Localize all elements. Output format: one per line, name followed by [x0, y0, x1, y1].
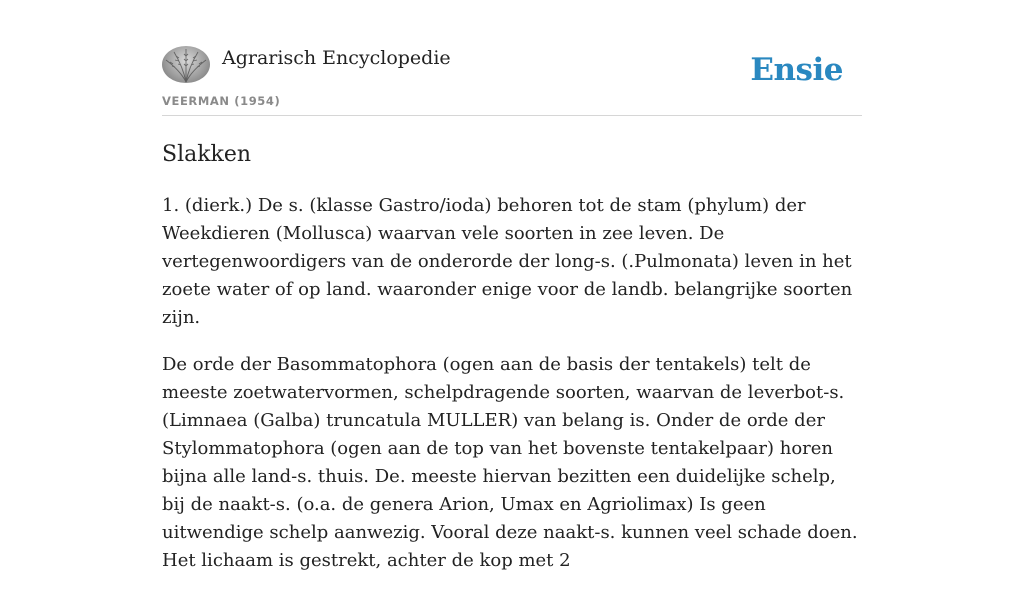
- source-subtitle: VEERMAN (1954): [162, 94, 281, 108]
- article-body: [162, 192, 862, 594]
- article-paragraph-1: 1. (dierk.) De s. (klasse Gastro/ioda) behoren tot de stam (phylum) der Weekdieren (Mollusca) waarvan vele soorten in zee leven. De vertegenwoordigers van de onderorde der long-s. (.Pulmonata) leven in het zoete water of op land. waaronder enige voor de landb. belangrijke soorten zijn.: [162, 195, 853, 328]
- source-title[interactable]: Agrarisch Encyclopedie: [222, 47, 451, 69]
- article-title: Slakken: [162, 142, 252, 167]
- article-paragraph-2: De orde der Basommatophora (ogen aan de basis der tentakels) telt de meeste zoetwatervormen, schelpdragende soorten, waarvan de leverbot-s. (Limnaea (Galba) truncatula MULLER) van belang is. Onder de orde der Stylommatophora (ogen aan de top van het bovenste tentakelpaar) horen bijna alle land-s. thuis. De. meeste hiervan bezitten een duidelijke schelp, bij de naakt-s. (o.a. de genera Arion, Umax en Agriolimax) Is geen uitwendige schelp aanwezig. Vooral deze naakt-s. kunnen veel schade doen. Het lichaam is gestrekt, achter de kop met 2: [162, 354, 858, 571]
- agriculture-logo-icon[interactable]: [162, 46, 210, 83]
- source-header: [162, 0, 862, 116]
- ensie-logo-link[interactable]: Ensie: [750, 52, 843, 88]
- page: [162, 0, 862, 571]
